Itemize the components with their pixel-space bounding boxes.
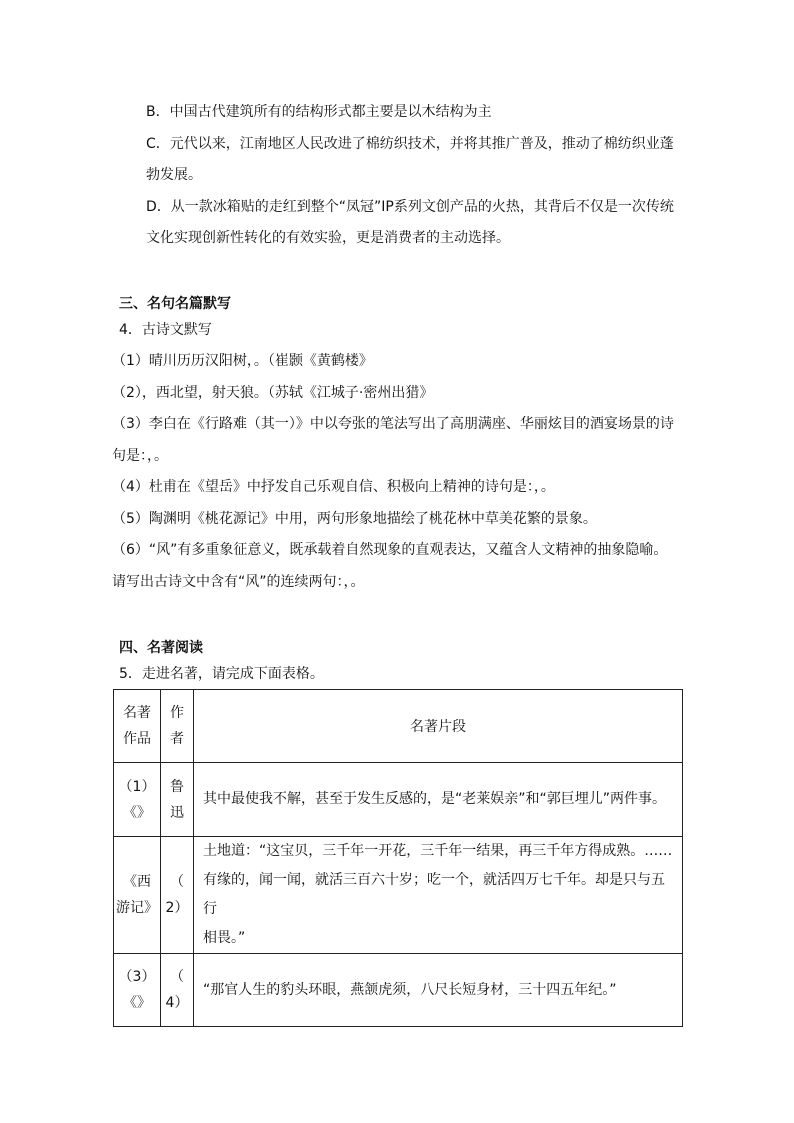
header-work-line1: 名著 — [123, 705, 151, 721]
row1-work — [114, 763, 161, 837]
question-4: 4．古诗文默写 — [119, 322, 212, 338]
row2-fragment-line3: 相畏。” — [203, 930, 246, 946]
row1-work-line2: 《》 — [123, 804, 151, 821]
q4-item-5: （5）陶渊明《桃花源记》中用，两句形象地描绘了桃花林中草美花繁的景象。 — [112, 511, 597, 527]
row1-author — [161, 763, 194, 837]
header-fragment: 名著片段 — [194, 690, 683, 763]
q4-item-3-line2: 句是：，。 — [112, 448, 168, 464]
row3-author — [161, 954, 194, 1027]
works-table — [113, 689, 683, 1027]
row2-fragment-line2: 有缘的，闻一闻，就活三百六十岁；吃一个，就活四万七千年。却是只与五行 — [203, 872, 665, 917]
row2-author — [161, 837, 194, 954]
header-work-line2: 作品 — [123, 731, 151, 747]
option-d-line1: D．从一款冰箱贴的走红到整个“凤冠”IP系列文创产品的火热，其背后不仅是一次传统 — [146, 199, 674, 215]
option-c-line2: 勃发展。 — [146, 167, 202, 183]
option-c-line1: C．元代以来，江南地区人民改进了棉纺织技术，并将其推广普及，推动了棉纺织业蓬 — [146, 136, 674, 152]
table-row — [114, 763, 683, 837]
row2-fragment — [194, 837, 683, 954]
question-5: 5．走进名著，请完成下面表格。 — [119, 666, 324, 682]
row1-work-line1: （1） — [118, 778, 156, 795]
q4-item-1: （1）晴川历历汉阳树，。（崔颢《黄鹤楼》 — [112, 353, 373, 369]
row1-fragment-line1: 其中最使我不解，甚至于发生反感的，是“老莱娱亲”和“郭巨埋儿”两件事。 — [203, 791, 667, 807]
table-row — [114, 954, 683, 1027]
table-row — [114, 837, 683, 954]
row3-fragment-line1: “那官人生的豹头环眼，燕颔虎须，八尺长短身材，三十四五年纪。” — [203, 981, 617, 998]
row3-work-line1: （3） — [118, 969, 156, 985]
header-author-line1: 作 — [170, 705, 184, 721]
q4-item-3-line1: （3）李白在《行路难（其一）》中以夸张的笔法写出了高朋满座、华丽炫目的酒宴场景的诗 — [112, 416, 674, 432]
option-b: B．中国古代建筑所有的结构形式都主要是以木结构为主 — [146, 104, 492, 120]
row2-work-line2: 游记》 — [116, 900, 158, 916]
row2-author-line1: （ — [170, 874, 184, 890]
row3-fragment — [194, 954, 683, 1027]
row2-work — [114, 837, 161, 954]
q4-item-6-line2: 请写出古诗文中含有“风”的连续两句：，。 — [112, 574, 365, 590]
row3-author-line2: 4） — [165, 995, 189, 1011]
row2-work-line1: 《西 — [123, 874, 151, 890]
row3-work-line2: 《》 — [123, 995, 151, 1011]
header-author-line2: 者 — [170, 731, 184, 747]
row2-author-line2: 2） — [165, 900, 189, 916]
header-work — [114, 690, 161, 763]
q4-item-2: （2），西北望，射天狼。（苏轼《江城子·密州出猎》 — [112, 385, 434, 401]
row3-author-line1: （ — [170, 969, 184, 985]
row1-author-line1: 鲁 — [170, 778, 184, 795]
table-header-row — [114, 690, 683, 763]
q4-item-6-line1: （6）“风”有多重象征意义，既承载着自然现象的直观表达，又蕴含人文精神的抽象隐喻。 — [112, 542, 668, 558]
header-author — [161, 690, 194, 763]
section4-heading: 四、名著阅读 — [119, 640, 203, 656]
section3-heading: 三、名句名篇默写 — [119, 296, 231, 312]
q4-item-4: （4）杜甫在《望岳》中抒发自己乐观自信、积极向上精神的诗句是：，。 — [112, 479, 555, 495]
row3-work — [114, 954, 161, 1027]
row1-fragment — [194, 763, 683, 837]
row1-author-line2: 迅 — [170, 804, 184, 821]
option-d-line2: 文化实现创新性转化的有效实验，更是消费者的主动选择。 — [146, 230, 510, 246]
row2-fragment-line1: 土地道：“这宝贝，三千年一开花，三千年一结果，再三千年方得成熟。…… — [203, 843, 673, 859]
